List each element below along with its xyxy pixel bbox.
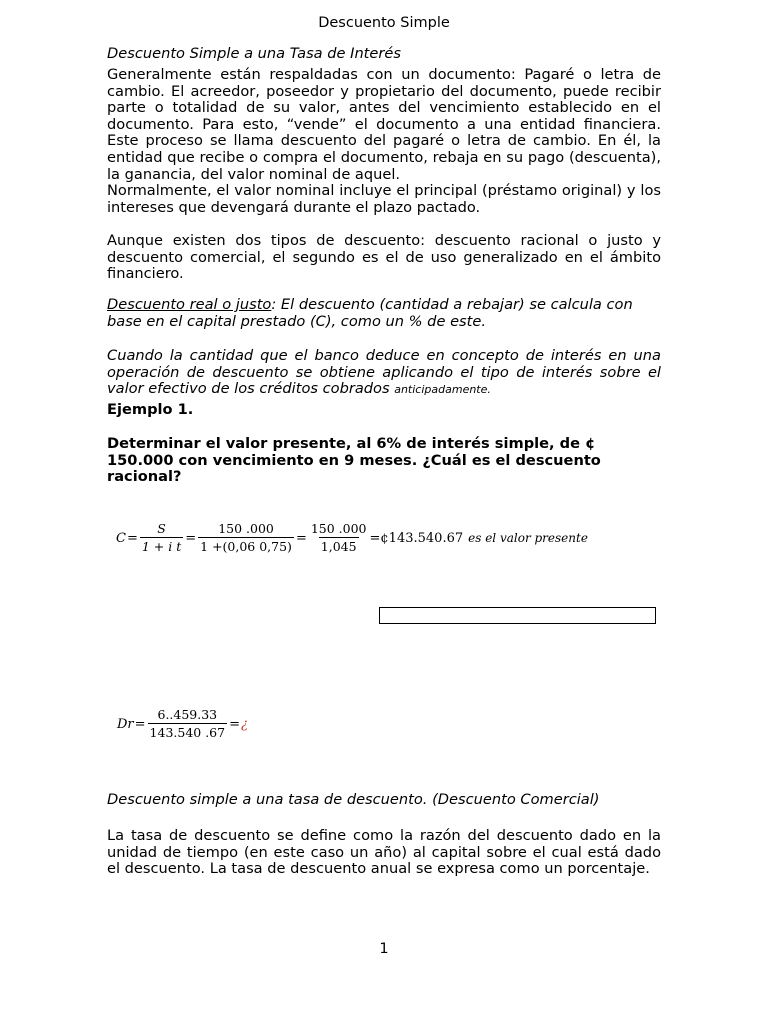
paragraph-descuento-real: [107, 297, 661, 330]
paragraph-tasa-descuento: La tasa de descuento se define como la razón del descuento dado en la unidad de tiempo (en este caso un año) al capital sobre el cual está dado el descuento. La tasa de descuento anual se expresa como un porcentaje.: [107, 827, 661, 878]
section-heading-comercial: Descuento simple a una tasa de descuento. (Descuento Comercial): [107, 791, 600, 808]
page-title: Descuento Simple: [318, 15, 450, 31]
anticipadamente-text: anticipadamente.: [394, 383, 491, 397]
paragraph-respaldadas-text: Generalmente están respaldadas con un documento: Pagaré o letra de cambio. El acreedor, poseedor y propietario del documento, puede recibir parte o totalidad de su valor, antes del vencimiento establecido en el documento. Para esto, “vende” el documento a una entidad financiera. Este proceso se llama descuento del pagaré o letra de cambio. En él, la entidad que recibe o compra el documento, rebaja en su pago (descuenta), la ganancia, del valor nominal de aquel.: [107, 66, 661, 183]
section-heading-interes: Descuento Simple a una Tasa de Interés: [107, 45, 401, 62]
formula2-lhs: Dr: [117, 716, 134, 732]
paragraph-respaldadas: [107, 67, 661, 216]
formula-descuento-racional: Dr = $\frac{6..459.33}{143.540 .67}$ = ¿: [117, 707, 248, 740]
formula-note: es el valor presente: [468, 531, 588, 545]
formula-lhs: C: [116, 530, 126, 546]
empty-text-box: [379, 607, 656, 624]
formula-result: =¢143.540.67: [369, 530, 464, 546]
page-number: 1: [379, 941, 389, 957]
fraction-150000-over-1045: $\frac{150 .000}{1,045}$: [310, 521, 367, 554]
descuento-real-text: : El descuento (cantidad a rebajar) se calcula con base en el capital prestado (C), como un % de este.: [107, 296, 633, 330]
fraction-150000-over-expr: $\frac{150 .000}{1 +(0,06 0,75)}$: [200, 521, 292, 554]
paragraph-tipos-descuento: Aunque existen dos tipos de descuento: descuento racional o justo y descuento comercial, el segundo es el de uso generalizado en el ámbito financiero.: [107, 232, 661, 283]
formula2-rhs: ¿: [241, 716, 248, 732]
formula-valor-presente: C = $\frac{S}{\text{1 + i t}}$ = $\frac{150 .000}{1 +(0,06 0,75)}$ = $\frac{150 .000}{1,045}$ =¢143.540.67 es el valor presente: [116, 521, 588, 554]
paragraph-valor-nominal: Normalmente, el valor nominal incluye el principal (préstamo original) y los intereses que devengará durante el plazo pactado.: [107, 182, 661, 216]
fraction-dr: $\frac{6..459.33}{143.540 .67}$: [149, 707, 226, 740]
paragraph-cuando: [107, 348, 661, 399]
cuando-text: Cuando la cantidad que el banco deduce en concepto de interés en una operación de descuento se obtiene aplicando el tipo de interés sobre el valor efectivo de los créditos cobrados: [107, 347, 661, 398]
example-label: Ejemplo 1.: [107, 401, 194, 418]
example-text: Determinar el valor presente, al 6% de interés simple, de ¢ 150.000 con vencimiento en 9 meses. ¿Cuál es el descuento racional?: [107, 435, 601, 486]
descuento-real-label: Descuento real o justo: [107, 296, 272, 313]
fraction-s-over-1-it: $\frac{S}{\text{1 + i t}}$: [141, 521, 182, 554]
